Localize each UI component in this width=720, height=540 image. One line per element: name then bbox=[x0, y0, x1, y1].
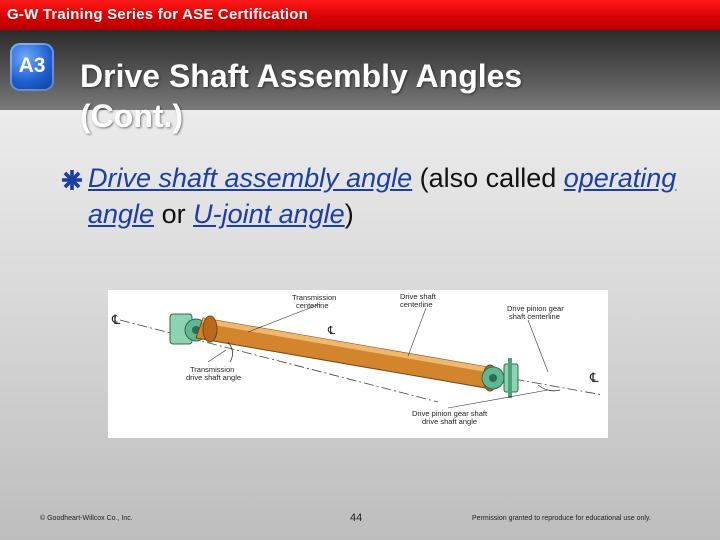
centerline-symbol-middle: ℄ bbox=[328, 325, 336, 337]
title-bar bbox=[0, 30, 720, 134]
bullet-text-1: (also called bbox=[412, 163, 564, 193]
label-pinion-centerline: Drive pinion gear shaft centerline bbox=[507, 304, 564, 321]
pinion-yoke bbox=[482, 358, 518, 398]
label-pinion-angle: Drive pinion gear shaft drive shaft angle bbox=[412, 409, 488, 426]
section-badge-label: A3 bbox=[18, 54, 46, 77]
label-transmission-centerline: Transmission centerline bbox=[292, 293, 337, 310]
series-title: G-W Training Series for ASE Certification bbox=[7, 6, 309, 23]
bullet-text-3: ) bbox=[344, 199, 354, 229]
drive-shaft-tube bbox=[196, 316, 497, 391]
label-driveshaft-centerline: Drive shaft centerline bbox=[400, 292, 436, 309]
slide-title-line1: Drive Shaft Assembly Angles bbox=[80, 58, 523, 94]
term-u-joint-angle[interactable]: U-joint angle bbox=[193, 199, 345, 229]
slide-title bbox=[80, 56, 522, 136]
term-operating-angle[interactable]: operating angle bbox=[88, 163, 677, 229]
bullet-text bbox=[88, 160, 698, 232]
transmission-angle-arc bbox=[228, 342, 233, 362]
pinion-angle-arc bbox=[538, 385, 560, 391]
label-transmission-angle: Transmission drive shaft angle bbox=[186, 365, 242, 382]
bullet-icon bbox=[62, 170, 82, 190]
page-number: 44 bbox=[350, 512, 363, 524]
top-banner bbox=[0, 0, 720, 30]
term-drive-shaft-assembly-angle[interactable]: Drive shaft assembly angle bbox=[88, 163, 413, 193]
section-badge bbox=[10, 43, 54, 91]
bullet-text-2: or bbox=[154, 199, 194, 229]
centerline-symbol-left: ℄ bbox=[112, 312, 121, 327]
drive-shaft-illustration bbox=[108, 290, 608, 438]
permission-text: Permission granted to reproduce for educational use only. bbox=[472, 515, 651, 522]
slide-title-line2: (Cont.) bbox=[80, 98, 184, 134]
drive-shaft-diagram bbox=[108, 290, 608, 438]
centerline-symbol-right: ℄ bbox=[590, 370, 599, 385]
copyright-text: © Goodheart-Willcox Co., Inc. bbox=[40, 515, 133, 522]
